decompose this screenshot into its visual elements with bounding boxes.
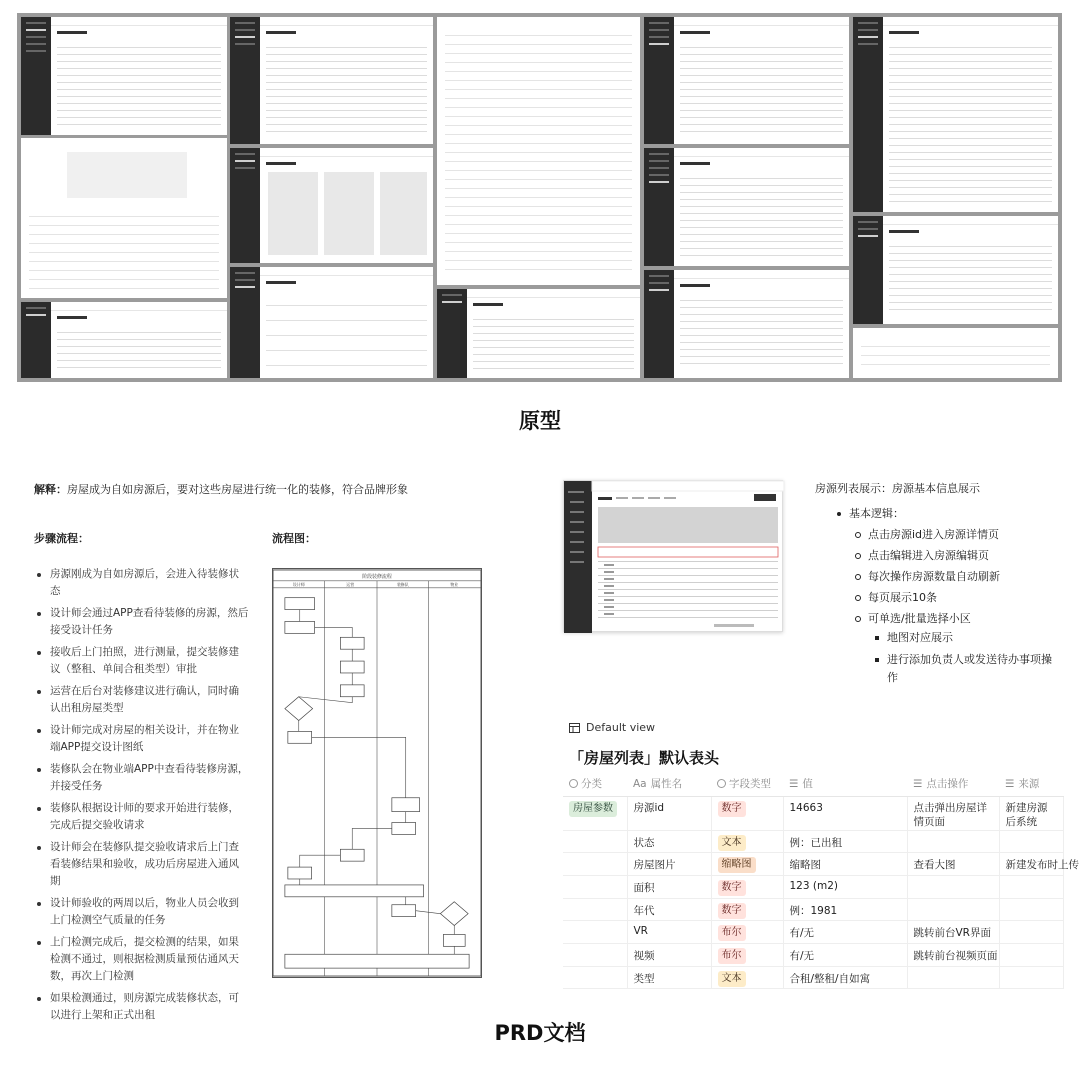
table-header-row	[563, 772, 1063, 796]
step-item: 上门检测完成后，提交检测的结果，如果检测不通过，则根据检测质量预估通风天数，再次上门检测	[34, 934, 249, 985]
prototype-screen-designer-list	[644, 148, 849, 266]
flowchart-lane-label: 装修队	[396, 581, 409, 587]
prototype-screen-acceptance-list	[853, 216, 1058, 324]
steps-heading: 步骤流程：	[34, 532, 89, 545]
prototype-screen-task-detail	[853, 17, 1058, 212]
flowchart-lane-label: 物业	[450, 581, 459, 587]
logic-item: 每次操作房源数量自动刷新	[815, 566, 1055, 587]
logic-item: 每页展示10条	[815, 587, 1055, 608]
attribute-name: 视频	[627, 943, 711, 966]
attribute-name: VR	[627, 921, 711, 944]
click-action	[907, 898, 999, 921]
table-row[interactable]	[563, 921, 1063, 944]
explain-label: 解释：	[34, 483, 67, 496]
basic-logic-label: 基本逻辑：	[815, 503, 1055, 524]
prototype-screen-house-form	[437, 17, 640, 285]
house-list-mockup	[564, 481, 784, 633]
column-header[interactable]: 分类	[563, 772, 627, 796]
attribute-value: 有/无	[783, 921, 907, 944]
default-view-tab[interactable]	[569, 721, 655, 734]
table-row[interactable]	[563, 830, 1063, 853]
prototype-screen-work-order	[437, 289, 640, 378]
flow-heading: 流程图：	[272, 532, 316, 545]
attribute-name: 房屋图片	[627, 853, 711, 876]
table-row[interactable]	[563, 796, 1063, 830]
default-view-label: Default view	[586, 721, 656, 734]
text-lines-icon: ☰	[1005, 778, 1015, 791]
table-title: 「房屋列表」默认表头	[569, 749, 720, 767]
type-tag: 缩略图	[718, 857, 756, 873]
type-tag: 布尔	[718, 925, 746, 941]
prd-document	[17, 460, 1079, 1021]
data-source	[999, 898, 1063, 921]
step-item: 房源刚成为自如房源后，会进入待装修状态	[34, 566, 249, 600]
type-tag: 数字	[718, 801, 746, 817]
flowchart-lane-label: 设计师	[292, 581, 305, 587]
click-action: 跳转前台视频页面	[907, 943, 999, 966]
table-row[interactable]	[563, 875, 1063, 898]
attribute-value: 缩略图	[783, 853, 907, 876]
explain-line	[34, 481, 408, 497]
logic-sub-item: 地图对应展示	[815, 629, 1055, 647]
attribute-value: 14663	[783, 796, 907, 830]
select-type-icon	[717, 779, 726, 788]
logic-item: 可单选/批量选择小区	[815, 608, 1055, 629]
attribute-value: 例：1981	[783, 898, 907, 921]
prototype-screen-profile	[21, 138, 227, 298]
type-tag: 文本	[718, 971, 746, 987]
step-item: 设计师完成对房屋的相关设计，并在物业端APP提交设计图纸	[34, 722, 249, 756]
flowchart-lane-label: 运营	[346, 581, 355, 587]
attribute-name: 状态	[627, 830, 711, 853]
logic-item: 点击房源id进入房源详情页	[815, 524, 1055, 545]
explain-text: 房屋成为自如房源后，要对这些房屋进行统一化的装修，符合品牌形象	[67, 483, 408, 496]
type-tag: 文本	[718, 835, 746, 851]
table-row[interactable]	[563, 943, 1063, 966]
prototype-screen-settings	[230, 267, 433, 378]
prototype-screen-decoration-list	[230, 17, 433, 144]
step-item: 装修队会在物业端APP中查看待装修房源，并接受任务	[34, 761, 249, 795]
table-row[interactable]	[563, 966, 1063, 989]
data-source	[999, 830, 1063, 853]
attribute-name: 面积	[627, 875, 711, 898]
steps-list	[34, 566, 249, 1029]
click-action: 跳转前台VR界面	[907, 921, 999, 944]
attribute-value: 123 (m2)	[783, 875, 907, 898]
prototype-caption: 原型	[519, 409, 561, 433]
category-tag: 房屋参数	[569, 801, 617, 817]
prototype-screen-inspection	[644, 270, 849, 378]
list-logic-notes	[815, 480, 1055, 691]
prototype-screen-detail-panel	[853, 328, 1058, 378]
attribute-value: 例：已出租	[783, 830, 907, 853]
prototype-collage	[17, 13, 1062, 382]
prototype-screen-task-list	[644, 17, 849, 144]
step-item: 设计师验收的两周以后，物业人员会收到上门检测空气质量的任务	[34, 895, 249, 929]
data-source	[999, 921, 1063, 944]
prd-caption: PRD文档	[494, 1021, 586, 1045]
house-list-screenshot	[563, 480, 783, 632]
logic-item: 点击编辑进入房源编辑页	[815, 545, 1055, 566]
step-item: 运营在后台对装修建议进行确认，同时确认出租房屋类型	[34, 683, 249, 717]
table-row[interactable]	[563, 898, 1063, 921]
click-action	[907, 875, 999, 898]
data-source: 新建发布时上传	[999, 853, 1063, 876]
column-header[interactable]: Aa 属性名	[627, 772, 711, 796]
table-view-icon	[569, 723, 580, 733]
type-tag: 布尔	[718, 948, 746, 964]
attribute-table	[563, 772, 1079, 989]
select-type-icon	[569, 779, 578, 788]
attribute-value: 有/无	[783, 943, 907, 966]
prototype-screen-tenant-list	[21, 302, 227, 378]
click-action	[907, 966, 999, 989]
text-type-icon: Aa	[633, 778, 647, 791]
step-item: 设计师会通过APP查看待装修的房源，然后接受设计任务	[34, 605, 249, 639]
click-action: 查看大图	[907, 853, 999, 876]
data-source	[999, 943, 1063, 966]
column-header[interactable]: ☰ 来源	[999, 772, 1063, 796]
step-item: 接收后上门拍照，进行测量，提交装修建议（整租、单间合租类型）审批	[34, 644, 249, 678]
data-source: 新建房源后系统	[999, 796, 1063, 830]
prototype-screen-card-grid	[230, 148, 433, 263]
type-tag: 数字	[718, 880, 746, 896]
step-item: 设计师会在装修队提交验收请求后上门查看装修结果和验收，成功后房屋进入通风期	[34, 839, 249, 890]
data-source	[999, 875, 1063, 898]
column-header[interactable]: 字段类型	[711, 772, 783, 796]
step-item: 装修队根据设计师的要求开始进行装修，完成后提交验收请求	[34, 800, 249, 834]
column-header[interactable]: ☰ 点击操作	[907, 772, 999, 796]
attribute-name: 类型	[627, 966, 711, 989]
type-tag: 数字	[718, 903, 746, 919]
table-row[interactable]	[563, 853, 1063, 876]
data-source	[999, 966, 1063, 989]
attribute-name: 年代	[627, 898, 711, 921]
flowchart	[272, 568, 482, 978]
prototype-screen-house-list	[21, 17, 227, 135]
column-header[interactable]: ☰ 值	[783, 772, 907, 796]
text-lines-icon: ☰	[789, 778, 799, 791]
click-action	[907, 830, 999, 853]
flowchart-title: 阶段装修流程	[362, 573, 392, 580]
attribute-value: 合租/整租/自如寓	[783, 966, 907, 989]
logic-sub-item: 进行添加负责人或发送待办事项操作	[815, 651, 1055, 687]
step-item: 如果检测通过，则房源完成装修状态，可以进行上架和正式出租	[34, 990, 249, 1024]
list-intro: 房源列表展示：房源基本信息展示	[815, 482, 980, 495]
attribute-name: 房源id	[627, 796, 711, 830]
text-lines-icon: ☰	[913, 778, 923, 791]
click-action: 点击弹出房屋详情页面	[907, 796, 999, 830]
